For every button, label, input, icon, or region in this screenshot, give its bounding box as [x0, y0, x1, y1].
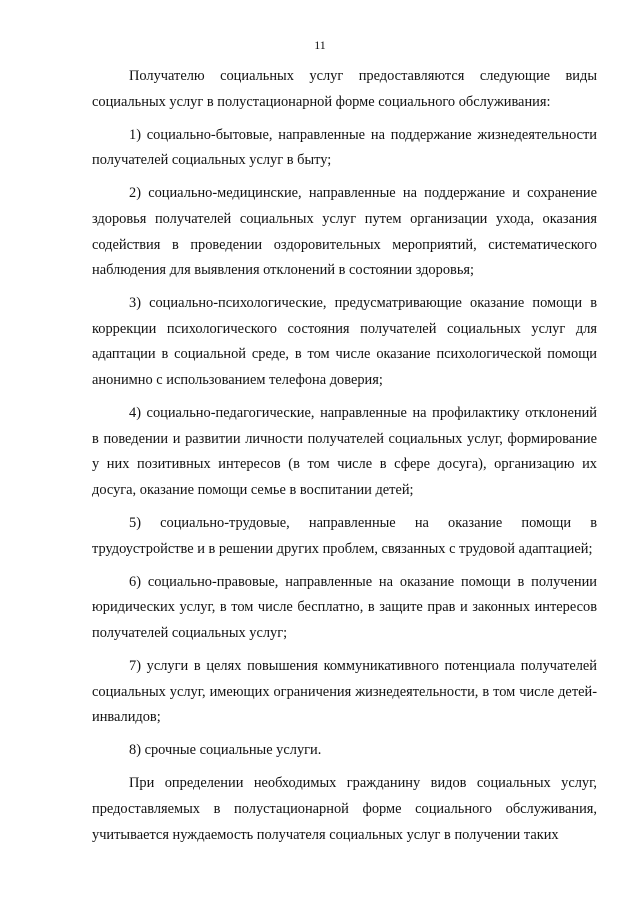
- list-item-8: 8) срочные социальные услуги.: [129, 742, 322, 759]
- list-item-7: 7) услуги в целях повышения коммуникативного потенциала получателей социальных услуг, имеющих ограничения жизнедеятельности, в том числе детей-инвалидов;: [92, 657, 597, 726]
- list-item-5: 5) социально-трудовые, направленные на оказание помощи в трудоустройстве и в решении других проблем, связанных с трудовой адаптацией;: [92, 515, 597, 557]
- list-item-2: 2) социально-медицинские, направленные на поддержание и сохранение здоровья получателей социальных услуг путем организации ухода, оказания содействия в проведении оздоровительных мероприятий, систематического наблюдения для выявления отклонений в состоянии здоровья;: [92, 185, 597, 279]
- final-paragraph: При определении необходимых гражданину видов социальных услуг, предоставляемых в полустационарной форме социального обслуживания, учитывается нуждаемость получателя социальных услуг в получении таких: [92, 775, 597, 843]
- list-item-4: 4) социально-педагогические, направленные на профилактику отклонений в поведении и развитии личности получателей социальных услуг, формирование у них позитивных интересов (в том числе в сфере досуга), организацию их досуга, оказание помощи семье в воспитании детей;: [92, 405, 597, 498]
- list-item-6: 6) социально-правовые, направленные на оказание помощи в получении юридических услуг, в том числе бесплатно, в защите прав и законных интересов получателей социальных услуг;: [92, 573, 597, 641]
- document-body: [92, 64, 597, 856]
- page-number: 11: [314, 38, 326, 52]
- list-item-3: 3) социально-психологические, предусматривающие оказание помощи в коррекции психологического состояния получателей социальных услуг для адаптации в социальной среде, в том числе оказание психологической помощи анонимно с использованием телефона доверия;: [92, 295, 597, 389]
- intro-paragraph: Получателю социальных услуг предоставляются следующие виды социальных услуг в полустационарной форме социального обслуживания:: [92, 68, 597, 110]
- list-item-1: 1) социально-бытовые, направленные на поддержание жизнедеятельности получателей социальных услуг в быту;: [92, 126, 597, 169]
